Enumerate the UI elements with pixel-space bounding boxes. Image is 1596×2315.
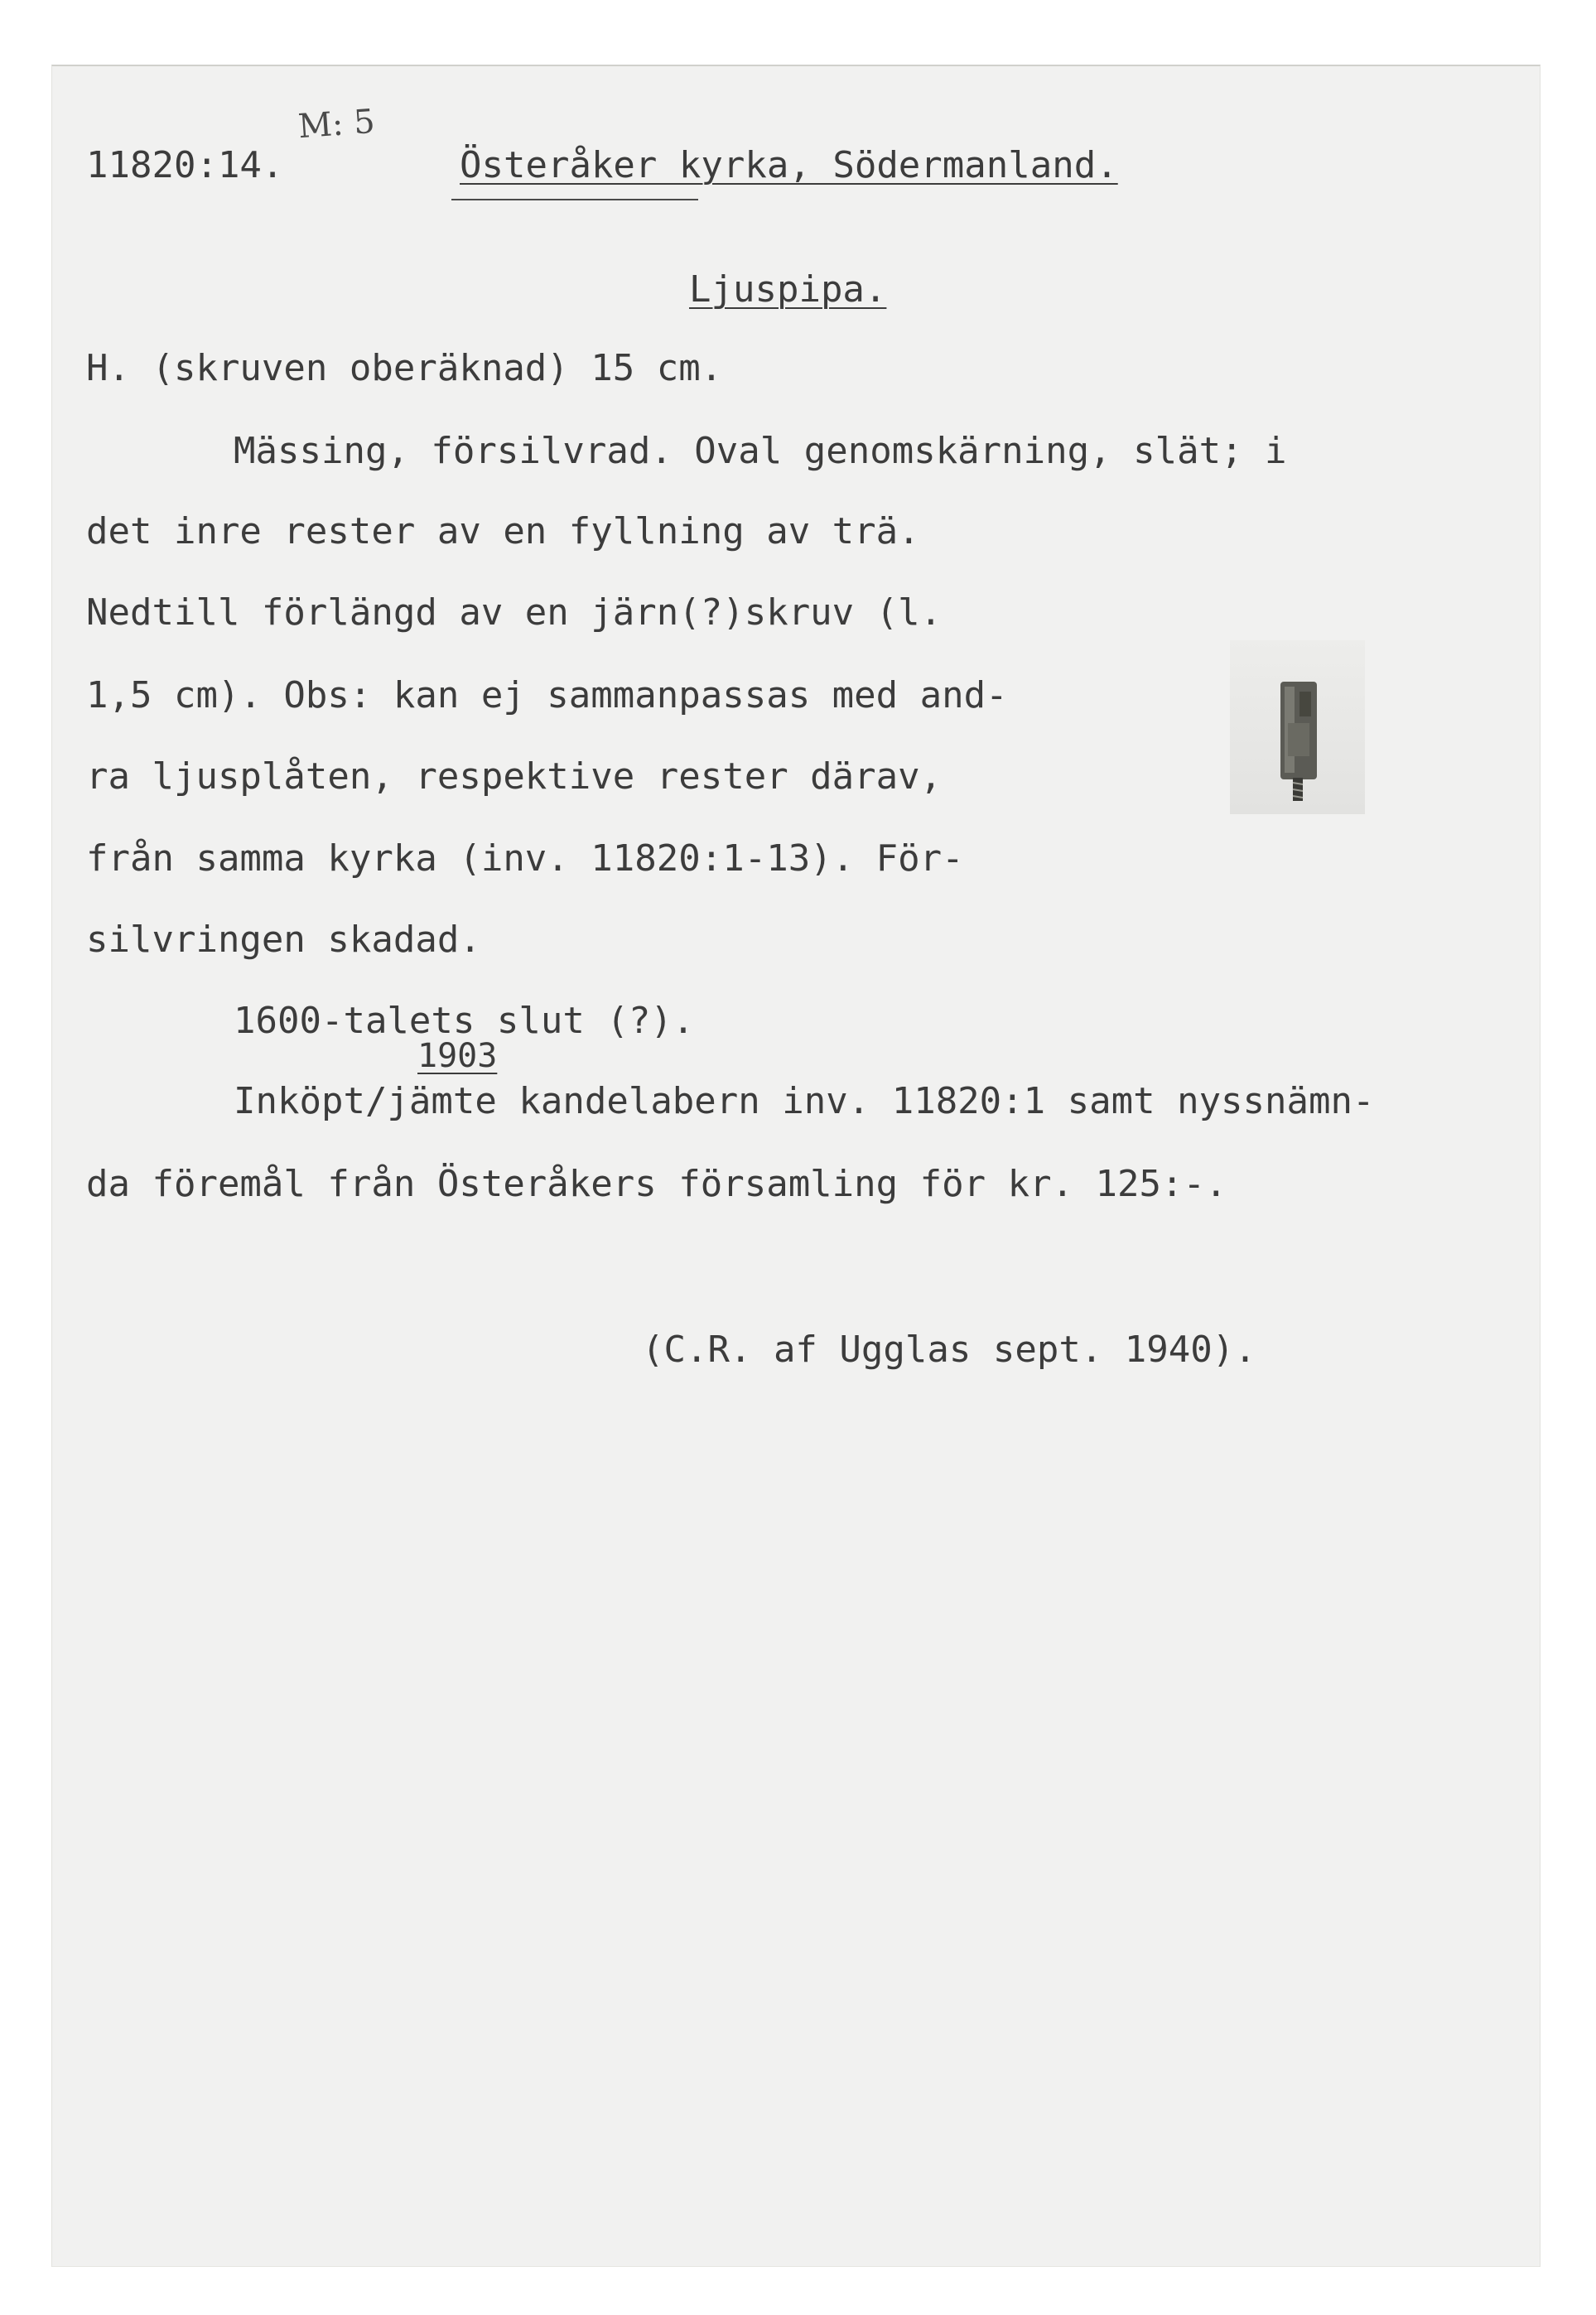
height-line: H. (skruven oberäknad) 15 cm. — [86, 347, 723, 389]
description-line-4: 1,5 cm). Obs: kan ej sammanpassas med and- — [86, 674, 1008, 716]
dating-line: 1600-talets slut (?). — [234, 1000, 695, 1042]
inventory-number: 11820:14. — [86, 144, 284, 186]
description-line-3: Nedtill förlängd av en järn(?)skruv (l. — [86, 591, 943, 634]
acquisition-year: 1903 — [417, 1037, 498, 1075]
candle-socket-image — [1230, 640, 1365, 814]
handwritten-mark: M: 5 — [297, 102, 377, 147]
description-line-2: det inre rester av en fyllning av trä. — [86, 510, 920, 552]
signature-line: (C.R. af Ugglas sept. 1940). — [642, 1329, 1256, 1371]
object-photo — [1230, 640, 1365, 814]
handwritten-underline — [451, 199, 698, 200]
acquisition-line-1: Inköpt/jämte kandelabern inv. 11820:1 samt nyssnämn- — [234, 1080, 1375, 1122]
acquisition-line-2: da föremål från Österåkers församling för kr. 125:-. — [86, 1163, 1227, 1205]
description-line-1: Mässing, försilvrad. Oval genomskärning, slät; i — [234, 430, 1287, 472]
description-line-7: silvringen skadad. — [86, 919, 481, 961]
location-heading: Österåker kyrka, Södermanland. — [460, 144, 1118, 186]
description-line-5: ra ljusplåten, respektive rester därav, — [86, 755, 943, 798]
description-line-6: från samma kyrka (inv. 11820:1-13). För- — [86, 837, 964, 880]
object-title: Ljuspipa. — [689, 268, 887, 311]
